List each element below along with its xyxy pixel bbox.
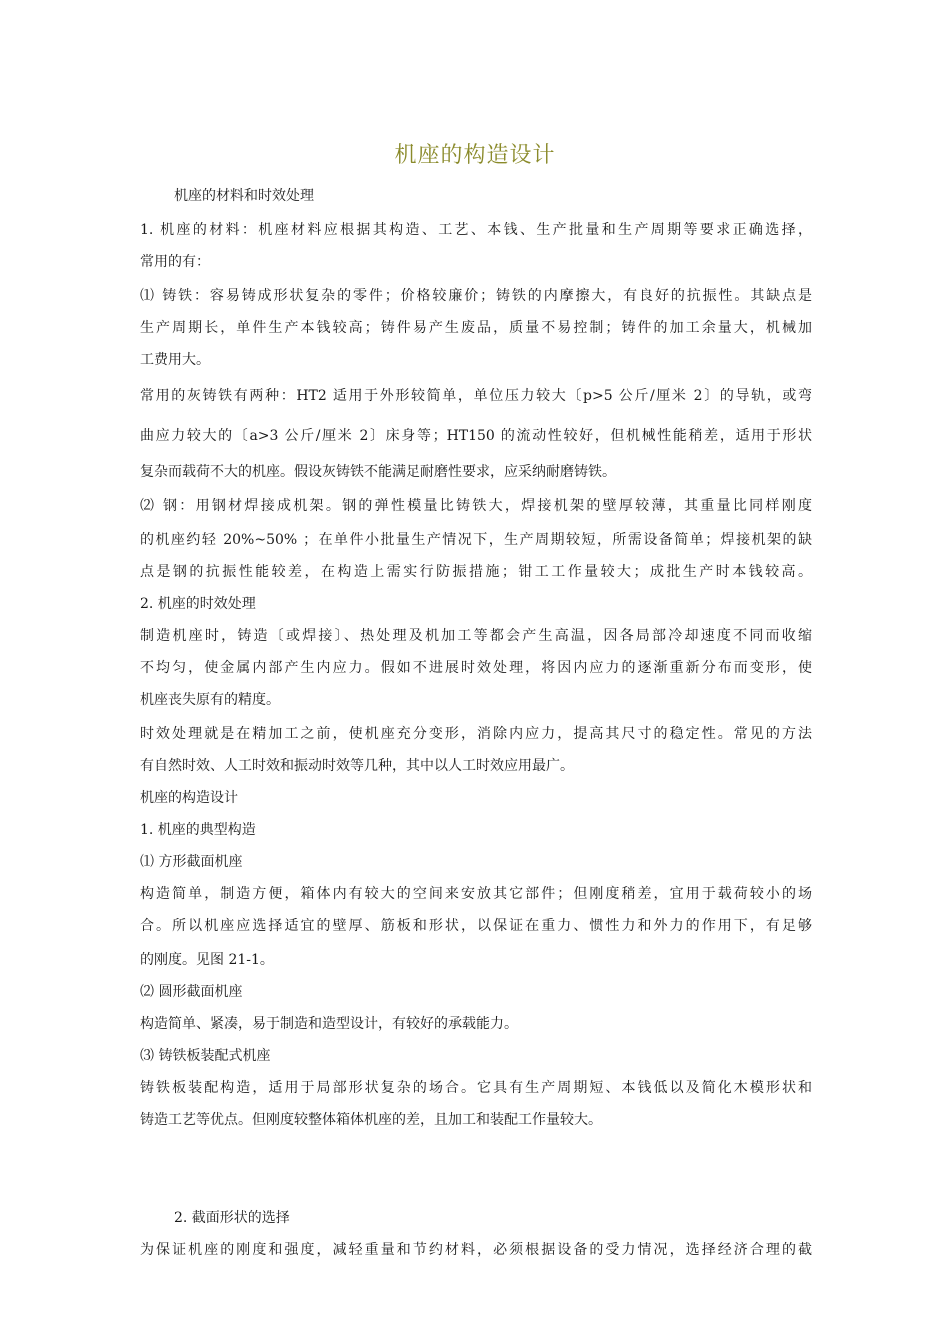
- item-heading-plate: ⑶ 铸铁板装配式机座: [140, 1048, 271, 1064]
- paragraph-line: 有自然时效、人工时效和振动时效等几种，其中以人工时效应用最广。: [140, 758, 574, 774]
- paragraph-line: 铸造工艺等优点。但刚度较整体箱体机座的差，且加工和装配工作量较大。: [140, 1112, 602, 1128]
- paragraph-line: 制造机座时，铸造〔或焊接〕、热处理及机加工等都会产生高温，因各局部冷却速度不同而收缩: [140, 628, 812, 644]
- paragraph-line: 常用的有：: [140, 254, 210, 270]
- section-heading-structure: 机座的构造设计: [140, 790, 238, 806]
- item-heading-square: ⑴ 方形截面机座: [140, 854, 243, 870]
- section-heading-aging: 2. 机座的时效处理: [140, 596, 256, 612]
- paragraph-line: 曲应力较大的〔a>3 公斤/厘米 2〕床身等；HT150 的流动性较好，但机械性能稍差，适用于形状: [140, 428, 812, 444]
- paragraph-line: 合。所以机座应选择适宜的壁厚、筋板和形状，以保证在重力、惯性力和外力的作用下，有足够: [140, 918, 812, 934]
- subsection-heading-typical: 1. 机座的典型构造: [140, 822, 256, 838]
- paragraph-line: 生产周期长，单件生产本钱较高；铸件易产生废品，质量不易控制；铸件的加工余量大，机械加: [140, 320, 812, 336]
- paragraph-line: 复杂而载荷不大的机座。假设灰铸铁不能满足耐磨性要求，应采纳耐磨铸铁。: [140, 464, 616, 480]
- paragraph-line: 时效处理就是在精加工之前，使机座充分变形，消除内应力，提高其尺寸的稳定性。常见的方法: [140, 726, 812, 742]
- paragraph-line: 1. 机座的材料：机座材料应根据其构造、工艺、本钱、生产批量和生产周期等要求正确选择，: [140, 222, 812, 238]
- paragraph-line: 铸铁板装配构造，适用于局部形状复杂的场合。它具有生产周期短、本钱低以及简化木模形状和: [140, 1080, 812, 1096]
- paragraph-line: 工费用大。: [140, 352, 210, 368]
- paragraph-line: 构造简单、紧凑，易于制造和造型设计，有较好的承载能力。: [140, 1016, 518, 1032]
- section-heading-materials: 机座的材料和时效处理: [174, 188, 314, 204]
- subsection-heading-section-shape: 2. 截面形状的选择: [174, 1210, 290, 1226]
- paragraph-line: 机座丧失原有的精度。: [140, 692, 280, 708]
- paragraph-line: 常用的灰铸铁有两种：HT2 适用于外形较简单，单位压力较大〔p>5 公斤/厘米 2〕的导轨，或弯: [140, 388, 812, 404]
- paragraph-line: 为保证机座的刚度和强度，减轻重量和节约材料，必须根据设备的受力情况，选择经济合理的截: [140, 1242, 812, 1258]
- document-title: 机座的构造设计: [394, 143, 556, 168]
- paragraph-line: ⑴ 铸铁：容易铸成形状复杂的零件；价格较廉价；铸铁的内摩擦大，有良好的抗振性。其缺点是: [140, 288, 812, 304]
- paragraph-line: 不均匀，使金属内部产生内应力。假如不进展时效处理，将因内应力的逐渐重新分布而变形，使: [140, 660, 812, 676]
- paragraph-line: 的刚度。见图 21-1。: [140, 952, 274, 968]
- paragraph-line: ⑵ 钢：用钢材焊接成机架。钢的弹性模量比铸铁大，焊接机架的壁厚较薄，其重量比同样刚度: [140, 498, 812, 514]
- paragraph-line: 点是钢的抗振性能较差，在构造上需实行防振措施；钳工工作量较大；成批生产时本钱较高。: [140, 564, 812, 580]
- paragraph-line: 构造简单，制造方便，箱体内有较大的空间来安放其它部件；但刚度稍差，宜用于载荷较小的场: [140, 886, 812, 902]
- item-heading-round: ⑵ 圆形截面机座: [140, 984, 243, 1000]
- paragraph-line: 的机座约轻 20%~50% ；在单件小批量生产情况下，生产周期较短，所需设备简单；焊接机架的缺: [140, 532, 812, 548]
